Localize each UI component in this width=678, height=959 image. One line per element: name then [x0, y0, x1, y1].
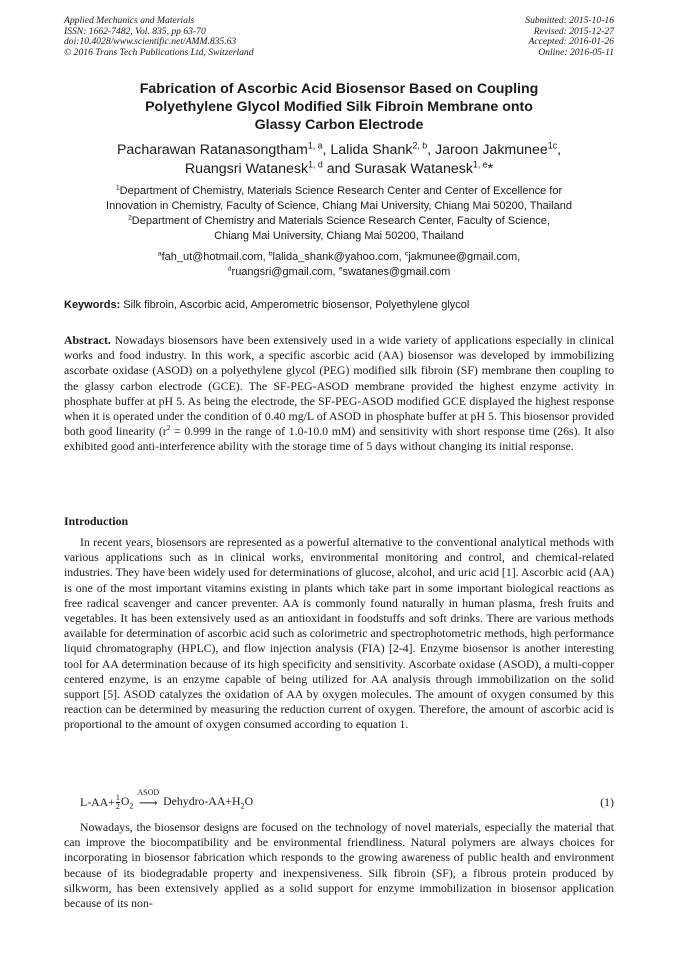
abstract-text-cont: = 0.999 in the range of 1.0-10.0 mM) and sensitivity with short response time (26s). It also exhibited good anti-interference ability with the storage time of 5 days without changing its initial response.	[64, 424, 614, 454]
affiliation-1	[40, 184, 638, 199]
affil-text: Department of Chemistry and Materials Science Research Center, Faculty of Science,	[131, 215, 550, 227]
email: lalida_shank@yahoo.com,	[272, 251, 405, 263]
affil-number: 2	[128, 214, 132, 222]
email-mark: c	[404, 250, 409, 258]
eq-arrow	[137, 789, 159, 808]
date-submitted: Submitted: 2015-10-16	[525, 15, 614, 26]
eq-frac-num: 1	[115, 793, 120, 802]
author-name: Surasak Watanesk	[354, 161, 473, 177]
author-name: Lalida Shank	[330, 142, 413, 158]
email-mark: d	[227, 265, 232, 273]
email-mark: b	[268, 250, 273, 258]
author-name: Jaroon Jakmunee	[435, 142, 548, 158]
author-emails	[40, 250, 638, 280]
author-affil-mark: 1, a	[307, 140, 323, 151]
paper-title	[64, 80, 614, 134]
eq-h-sub: 2	[240, 801, 245, 811]
author-affil-mark: 1c	[547, 140, 558, 151]
keywords	[64, 299, 614, 311]
eq-frac-den: 2	[115, 802, 120, 811]
abstract-text: Nowadays biosensors have been extensively used in a wide variety of applications especially in clinical works and food industry. In this work, a specific ascorbic acid (AA) biosensor was developed by immobilizing ascorbate oxidase (ASOD) on a polyethylene glycol (PEG) modified silk fibroin (SF) membrane then coupling to the glassy carbon electrode (GCE). The SF-PEG-ASOD membrane provided the highest enzyme activity in phosphate buffer at pH 5. As being the electrode, the SF-PEG-ASOD modified GCE displayed the highest response when it is operated under the condition of 0.40 mg/L of ASOD in phosphate buffer at pH 5. This biosensor provided both good linearity (r	[64, 333, 614, 439]
eq-product-text: Dehydro-AA+H	[163, 794, 241, 809]
email: swatanes@gmail.com	[342, 266, 451, 278]
email: jakmunee@gmail.com,	[408, 251, 521, 263]
author-separator: and	[322, 161, 355, 177]
author-affil-mark: 2, b	[412, 140, 428, 151]
eq-arrow-label: ASOD	[137, 788, 160, 797]
equation-number: (1)	[600, 795, 614, 809]
section-heading-introduction: Introduction	[64, 514, 129, 528]
affil-text: Department of Chemistry, Materials Science Research Center and Center of Excellence for	[119, 185, 563, 197]
journal-copyright: © 2016 Trans Tech Publications Ltd, Switzerland	[64, 46, 254, 58]
title-line: Fabrication of Ascorbic Acid Biosensor Based on Coupling	[139, 81, 539, 97]
date-accepted: Accepted: 2016-01-26	[528, 36, 614, 47]
email-mark: e	[338, 265, 343, 273]
equation-expression	[80, 788, 254, 812]
eq-product	[163, 794, 253, 810]
corresponding-mark: *	[487, 161, 494, 177]
affiliation-2-cont: Chiang Mai University, Chiang Mai 50200, Thailand	[214, 230, 464, 242]
keywords-label: Keywords:	[64, 299, 121, 311]
journal-doi: doi:10.4028/www.scientific.net/AMM.835.63	[64, 36, 237, 47]
author-name: Pacharawan Ratanasongtham	[116, 142, 308, 158]
author-affil-mark: 1, e	[472, 159, 488, 170]
keywords-text: Silk fibroin, Ascorbic acid, Amperometric biosensor, Polyethylene glycol	[120, 299, 470, 311]
arrow-right-icon: ⟶	[138, 795, 158, 810]
journal-header	[64, 16, 614, 58]
eq-reactant: L-AA+	[80, 795, 115, 809]
affiliation-2	[40, 214, 638, 229]
email-mark: a	[157, 250, 162, 258]
intro-paragraph-2: Nowadays, the biosensor designs are focused on the technology of novel materials, especially the material that can improve the biocompatibility and be environmental friendliness. Natural polymers are always choices for incorporating in biosensor fabrication which responds to the growing awareness of public health and environment because of its biodegradable property and inexpensiveness. Silk fibroin (SF), a fibrous protein produced by silkworm, has been extensively applied as a solid support for enzyme immobilization in biosensor application because of its non-	[64, 820, 614, 911]
email: fah_ut@hotmail.com,	[161, 251, 269, 263]
affil-number: 1	[115, 184, 120, 192]
affiliations	[40, 184, 638, 244]
eq-oxygen	[121, 794, 134, 810]
email-line-2	[40, 265, 638, 280]
intro-paragraph-1: In recent years, biosensors are represented as a powerful alternative to the conventional analytical methods with various applications such as in clinical works, environmental monitoring and control, and chemical-related industries. They have been widely used for determinations of glucose, alcohol, and uric acid [1]. Ascorbic acid (AA) is one of the most important vitamins existing in plants which take part in some important biological reactions as free radical scavenger and cancer preventer. AA is commonly found naturally in human plasma, fresh fruits and vegetables. It has been extensively used as an antioxidant in foodstuffs and soft drinks. There are various methods available for determination of ascorbic acid such as colorimetric and spectrophotometric methods, high performance liquid chromatography (HPLC), and flow injection analysis (FIA) [2-4]. Enzyme biosensor is another interesting tool for AA determination because of its high specificity and sensitivity. Ascorbate oxidase (ASOD), a multi-copper centered enzyme, is an enzyme capable of being utilized for AA analysis through immobilization on the solid support [5]. ASOD catalyzes the oxidation of AA by oxygen molecules. The amount of oxygen consumed by this reaction can be determined by measuring the reduction current of oxygen. Therefore, the amount of ascorbic acid is proportional to the amount of oxygen consumed according to equation 1.	[64, 535, 614, 732]
author-line-1	[50, 141, 628, 160]
eq-o-sub: 2	[129, 801, 134, 811]
journal-name: Applied Mechanics and Materials	[64, 15, 195, 26]
author-name: Ruangsri Watanesk	[184, 161, 309, 177]
author-list	[50, 141, 628, 179]
title-line: Polyethylene Glycol Modified Silk Fibroin Membrane onto	[145, 99, 533, 115]
author-separator: ,	[427, 142, 436, 158]
journal-issn: ISSN: 1662-7482, Vol. 835, pp 63-70	[64, 25, 206, 37]
title-line: Glassy Carbon Electrode	[254, 117, 424, 133]
equation-1	[80, 785, 614, 815]
abstract-sup: 2	[166, 423, 171, 433]
email: ruangsri@gmail.com,	[231, 266, 339, 278]
abstract-label: Abstract.	[64, 333, 111, 347]
author-separator: ,	[557, 142, 562, 158]
eq-o: O	[120, 794, 130, 809]
author-affil-mark: 1, d	[308, 159, 323, 170]
publication-dates	[525, 16, 614, 58]
eq-fraction	[116, 794, 120, 811]
author-separator: ,	[322, 142, 331, 158]
email-line-1	[40, 250, 638, 265]
abstract	[64, 333, 614, 455]
date-online: Online: 2016-05-11	[538, 46, 614, 58]
author-line-2	[50, 160, 628, 179]
affiliation-1-cont: Innovation in Chemistry, Faculty of Science, Chiang Mai University, Chiang Mai 50200, Thailand	[106, 200, 572, 212]
eq-o-tail: O	[244, 794, 254, 809]
date-revised: Revised: 2015-12-27	[533, 25, 614, 37]
journal-info	[64, 16, 254, 58]
